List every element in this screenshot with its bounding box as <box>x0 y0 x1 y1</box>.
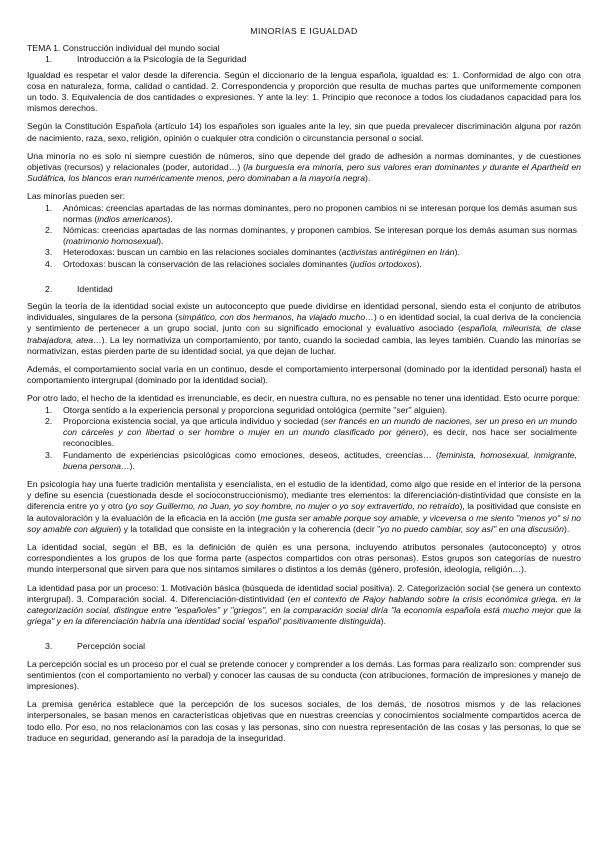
list-text <box>63 416 581 450</box>
section-2-heading <box>27 284 581 295</box>
list-number: 3. <box>45 449 53 460</box>
section-1-title: Introducción a la Psicología de la Seguridad <box>77 54 247 65</box>
paragraph: Según la Constitución Española (artículo 14) los españoles son iguales ante la ley, sin que pueda prevalecer discriminación alguna por razón de nacimiento, raza, sexo, religión, opinión o cualquier otra condición o circunstancia personal o social. <box>27 121 581 143</box>
text-run: ). <box>454 247 460 258</box>
list-text <box>63 450 581 472</box>
text-run: En psicología hay una fuerte tradición mentalista y esencialista, en el estudio de la identidad, como algo que reside en el interior de la persona y define su esencia (cuestionada desde el socioconstruccionismo), mediante tres elementos: la diferenciación-distintividad que consiste en la diferencia entre yo y otro ( <box>27 478 581 512</box>
italic-run: yo no puedo cambiar, soy así" en una discusión <box>380 523 564 534</box>
paragraph <box>27 583 581 628</box>
text-run: ). <box>167 213 173 224</box>
section-3-heading <box>27 641 581 652</box>
text-run: Fundamento de experiencias psicológicas como emociones, deseos, actitudes, creencias… ( <box>63 449 439 460</box>
italic-run: simpático, con dos hermanos, ha viajado mucho… <box>178 312 374 323</box>
list-text <box>63 259 581 270</box>
italic-run: la burguesía era minoría, pero sus valores eran dominantes y durante el Apartheid en Sudáfrica, los blancos eran numéricamente menos, pero dominaban a la mayoría negra <box>27 162 581 184</box>
list-number: 2. <box>45 225 53 236</box>
italic-run: judíos ortodoxos <box>352 258 417 269</box>
list-text <box>63 225 581 247</box>
text-run: ) o en identidad social, la cual deriva de la conciencia y sentimiento de pertenecer a un grupo social, junto con su significado emocional y evaluativo asociado ( <box>27 312 581 334</box>
text-run: La identidad pasa por un proceso: 1. Motivación básica (búsqueda de identidad social positiva). 2. Categorización social (se genera un contexto intergrupal). 3. Comparación social. 4. Diferenciación-distintividad ( <box>27 582 581 604</box>
text-run: ), es decir, nos hace ser socialmente reconocibles. <box>63 427 577 449</box>
list-item <box>27 405 581 416</box>
text-run: ). <box>416 258 422 269</box>
section-3-title: Percepción social <box>77 641 146 652</box>
section-1-number: 1. <box>45 54 53 65</box>
italic-run: indios americanos <box>97 213 168 224</box>
text-run: Proporciona existencia social, ya que articula individuo y sociedad ( <box>63 415 324 426</box>
text-run: ), la positividad que consiste en la autovaloración y la evaluación de la eficacia en la acción ( <box>27 501 581 523</box>
text-run: ). <box>129 460 135 471</box>
list-item <box>27 225 581 247</box>
text-run: Según la teoría de la identidad social existe un autoconcepto que puede dividirse en identidad personal, siendo esta el conjunto de atributos individuales, singulares de la persona ( <box>27 301 581 323</box>
text-run: Nómicas: creencias apartadas de las normas dominantes, y proponen cambios. Se interesan porque los demás asuman sus normas ( <box>63 225 577 247</box>
text-run: Una minoría no es solo ni siempre cuestión de números, sino que depende del grado de adhesión a normas dominantes, y de cuestiones objetivas (recursos) y relacionales (poder, autoridad…) ( <box>27 150 581 173</box>
italic-run: yo soy Guillermo, no Juan, yo soy hombre, no mujer o yo soy extravertido, no retraído <box>128 501 460 512</box>
paragraph <box>27 301 581 357</box>
minorities-list <box>27 203 581 270</box>
list-text <box>63 247 581 258</box>
text-run: ). <box>158 236 164 247</box>
italic-run: matrimonio homosexual <box>65 236 159 247</box>
text-run: Ortodoxas: buscan la conservación de las relaciones sociales dominantes ( <box>63 258 353 269</box>
list-number: 4. <box>45 258 53 269</box>
list-item <box>27 450 581 472</box>
section-3-number: 3. <box>45 641 53 652</box>
list-number: 1. <box>45 404 53 415</box>
text-run: Otorga sentido a la experiencia personal y proporciona seguridad ontológica (permite "ser" alguien). <box>63 404 448 415</box>
text-run: ). <box>563 523 570 534</box>
identity-reasons-list <box>27 405 581 472</box>
italic-run: feminista, homosexual, inmigrante, buena persona… <box>63 449 577 471</box>
paragraph: Por otro lado, el hecho de la identidad es irrenunciable, es decir, en nuestra cultura, no es pensable no tener una identidad. Esto ocurre porque: <box>27 393 580 404</box>
list-intro: Las minorías pueden ser: <box>27 191 126 202</box>
tema-heading: TEMA 1. Construcción individual del mundo social <box>27 43 220 54</box>
text-run: ). <box>380 616 386 627</box>
text-run: ). <box>365 173 371 184</box>
list-item <box>27 203 581 225</box>
paragraph <box>27 151 581 185</box>
paragraph: Igualdad es respetar el valor desde la diferencia. Según el diccionario de la lengua española, igualdad es: 1. Conformidad de algo con otra cosa en naturaleza, forma, calidad o cantidad. 2. Correspondencia y proporción que resulta de muchas partes que uniformemente componen un todo. 3. Equivalencia de dos cantidades o expresiones. Y ante la ley: 1. Principio que reconoce a todos los ciudadanos capacidad para los mismos derechos. <box>27 69 581 114</box>
paragraph: La identidad social, según el BB, es la definición de quién es una persona, incluyendo atributos personales (autoconcepto) y otros correspondientes a los grupos de los que forma parte (aspectos compartidos con otras personas). Estos grupos son categorías de nuestro mundo interpersonal que sirven para que nos sintamos similares o distintos a los demás (género, profesión, ideología, religión…). <box>27 541 581 575</box>
list-item <box>27 416 581 450</box>
list-number: 2. <box>45 415 53 426</box>
section-2-title: Identidad <box>77 283 113 294</box>
text-run: Heterodoxas: buscan un cambio en las relaciones sociales dominantes ( <box>63 247 342 258</box>
section-1-heading <box>27 54 581 65</box>
list-number: 3. <box>45 247 53 258</box>
italic-run: en el contexto de Rajoy hablando sobre la crisis económica griega, en la categorización social, distingue entre "españoles" y "griegos", en la comparación social diría "la economía española está mucho mejor que la griega" y en la diferenciación habría una identidad social 'español' positivamente distinguida <box>27 593 581 627</box>
document-title: MINORÍAS E IGUALDAD <box>250 26 358 36</box>
list-text <box>63 203 581 225</box>
text-run: Anómicas: creencias apartadas de las normas dominantes, pero no proponen cambios ni se interesan porque los demás asuman sus normas ( <box>63 202 577 224</box>
list-text <box>63 405 581 416</box>
list-number: 1. <box>45 202 53 213</box>
italic-run: española, mileurista, de clase trabajadora, atea… <box>27 323 581 345</box>
paragraph <box>27 479 581 535</box>
paragraph: Además, el comportamiento social varía en un continuo, desde el comportamiento interpersonal (dominado por la identidad personal) hasta el comportamiento intergrupal (dominado por la identidad social). <box>27 364 581 386</box>
italic-run: activistas antirégimen en Irán <box>341 247 455 258</box>
text-run: ) y la totalidad que consiste en la integración y la coherencia (decir " <box>118 523 381 534</box>
italic-run: me gusta ser amable porque soy amable, y viceversa o me siento "menos yo" si no soy amable con alguien <box>27 512 581 534</box>
paragraph: La percepción social es un proceso por el cual se pretende conocer y comprender a los demás. Las formas para realizarlo son: comprender sus sentimientos (con el comportamiento no verbal) y conocer las causas de su conducta (con atribuciones, formación de impresiones y manejo de impresiones). <box>27 658 581 691</box>
list-item <box>27 247 581 258</box>
section-2-number: 2. <box>45 283 53 294</box>
paragraph: La premisa genérica establece que la percepción de los sucesos sociales, de los demás, de nosotros mismos y de las relaciones interpersonales, se basan menos en características objetivas que en nuestras creencias y conocimientos socialmente compartidos acerca de todo ello. Por eso, no nos relacionamos con las cosas y las personas, sino con nuestra representación de las cosas y las personas, lo que se traduce en seguridad, generando así la paradoja de la inseguridad. <box>27 699 581 743</box>
italic-run: ser francés en un mundo de naciones, ser un preso en un mundo con cárceles y con libertad o ser hombre o mujer en un mundo clasificado por género <box>63 415 577 438</box>
list-item <box>27 259 581 270</box>
text-run: ). La ley normativiza un comportamiento, por tanto, cuando la sociedad cambia, las leyes también. Cuando las minorías se normativizan, estas pierden parte de su identidad social, ya que dejan de luchar. <box>27 334 581 356</box>
